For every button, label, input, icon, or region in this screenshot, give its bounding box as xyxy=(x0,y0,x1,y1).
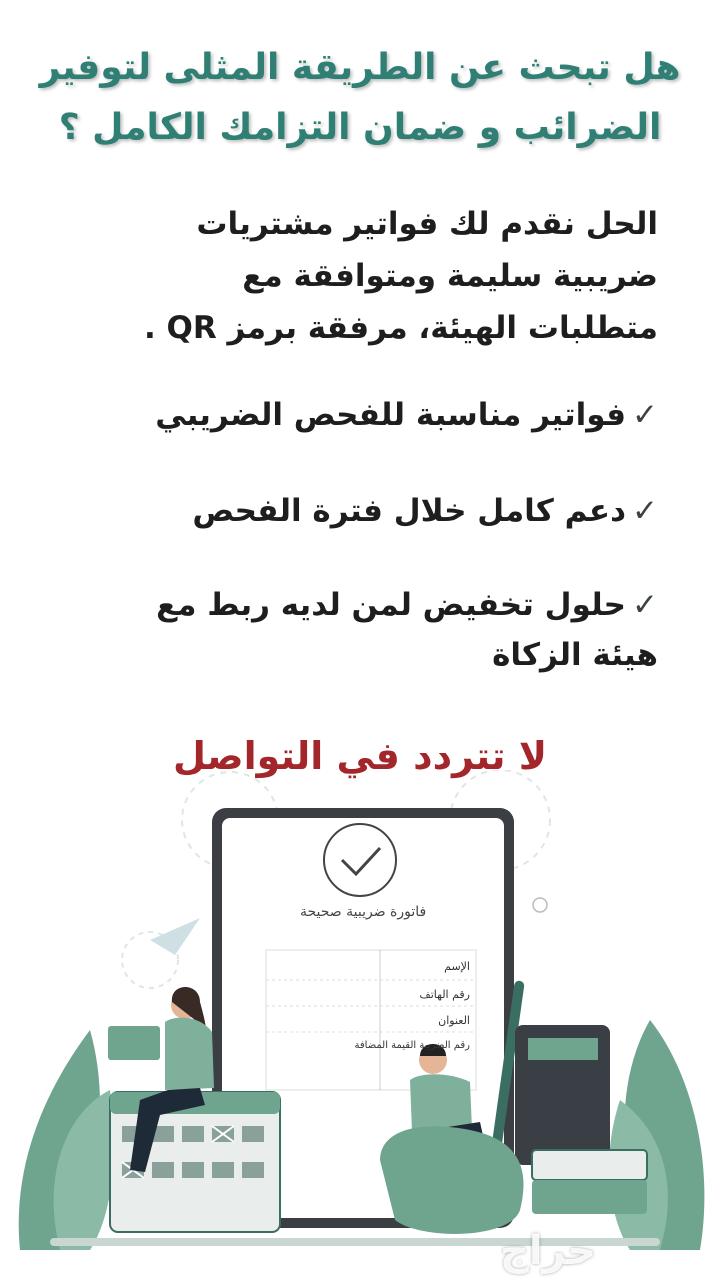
bullet-item xyxy=(38,580,658,680)
headline xyxy=(0,38,720,158)
watermark-logo: حراج xyxy=(500,1228,597,1274)
invoice-field-address: العنوان xyxy=(438,1014,470,1027)
headline-line-2: الضرائب و ضمان التزامك الكامل ؟ xyxy=(58,107,662,148)
headline-line-1: هل تبحث عن الطريقة المثلى لتوفير xyxy=(39,47,681,88)
invoice-illustration xyxy=(0,770,720,1280)
bullet-item xyxy=(38,390,658,440)
intro-line-1: الحل نقدم لك فواتير مشتريات xyxy=(196,206,658,242)
check-icon: ✓ xyxy=(632,397,658,433)
dollar-coin-icon xyxy=(533,898,547,912)
bullet-text: دعم كامل خلال فترة الفحص xyxy=(192,493,627,529)
bullet-text: حلول تخفيض لمن لديه ربط مع xyxy=(156,587,627,623)
bullet-item xyxy=(38,486,658,536)
cta-text: لا تتردد في التواصل xyxy=(172,734,548,778)
paper-plane-icon xyxy=(150,918,200,955)
invoice-field-name: الإسم xyxy=(444,960,470,973)
bullet-text-line-2: هيئة الزكاة xyxy=(492,637,658,673)
intro-paragraph xyxy=(58,198,658,354)
book-icon xyxy=(532,1150,647,1180)
intro-line-3: متطلبات الهيئة، مرفقة برمز QR . xyxy=(143,310,658,346)
check-icon: ✓ xyxy=(632,587,658,623)
check-icon: ✓ xyxy=(632,493,658,529)
invoice-field-vat: رقم الضريبة القيمة المضافة xyxy=(354,1040,470,1051)
book-icon xyxy=(532,1180,647,1214)
invoice-field-phone: رقم الهاتف xyxy=(419,988,470,1001)
intro-line-2: ضريبية سليمة ومتوافقة مع xyxy=(242,258,658,294)
bullet-text: فواتير مناسبة للفحص الضريبي xyxy=(155,397,627,433)
laptop-icon xyxy=(108,1026,160,1060)
invoice-title: فاتورة ضريبية صحيحة xyxy=(300,904,427,920)
